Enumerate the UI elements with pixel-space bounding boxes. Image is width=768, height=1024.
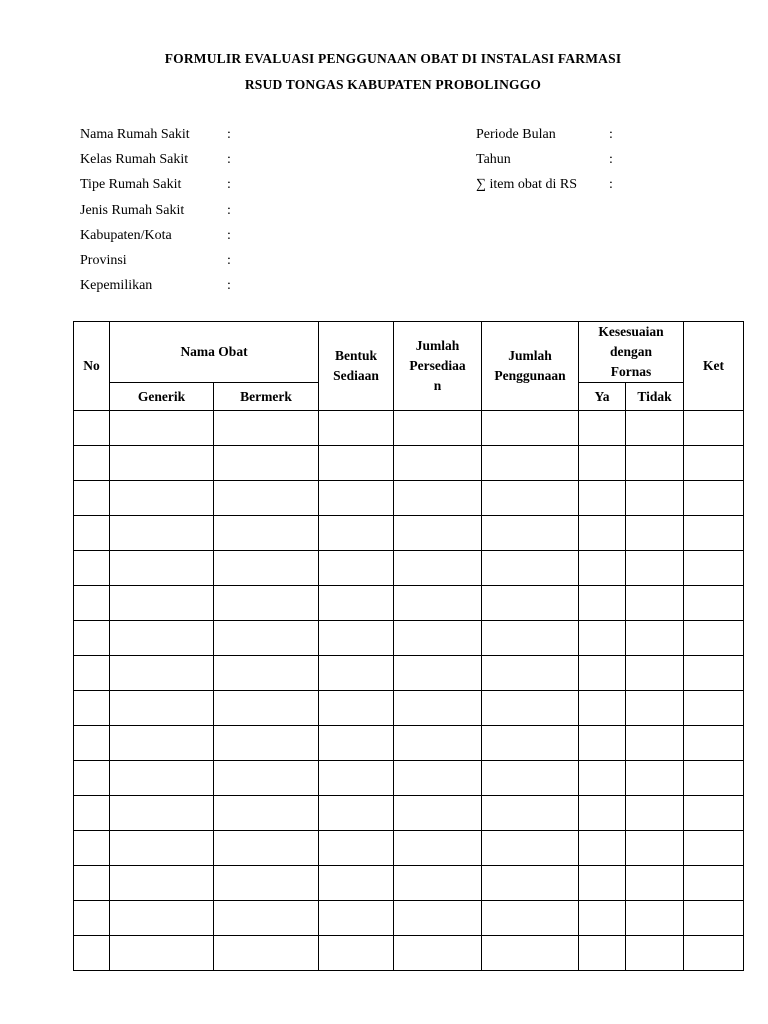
table-row	[74, 481, 744, 516]
table-row	[74, 516, 744, 551]
form-title-line2: RSUD TONGAS KABUPATEN PROBOLINGGO	[244, 77, 542, 92]
cell-ya[interactable]	[579, 411, 626, 446]
cell-bentuk-sediaan[interactable]	[319, 726, 394, 761]
cell-ket[interactable]	[684, 516, 744, 551]
field-label-periode-bulan: Periode Bulan	[476, 127, 556, 142]
cell-no[interactable]	[74, 761, 110, 796]
field-separator: :	[227, 228, 231, 243]
table-row	[74, 621, 744, 656]
cell-jumlah-persediaan[interactable]	[394, 936, 482, 971]
cell-bentuk-sediaan[interactable]	[319, 446, 394, 481]
cell-jumlah-persediaan[interactable]	[394, 586, 482, 621]
cell-bentuk-sediaan[interactable]	[319, 796, 394, 831]
field-separator: :	[227, 177, 231, 192]
cell-jumlah-penggunaan[interactable]	[482, 866, 579, 901]
cell-bentuk-sediaan[interactable]	[319, 901, 394, 936]
header-bermerk: Bermerk	[214, 383, 319, 411]
cell-bermerk[interactable]	[214, 621, 319, 656]
cell-tidak[interactable]	[626, 446, 684, 481]
cell-ket[interactable]	[684, 936, 744, 971]
cell-ya[interactable]	[579, 796, 626, 831]
cell-ket[interactable]	[684, 726, 744, 761]
cell-bermerk[interactable]	[214, 446, 319, 481]
cell-bentuk-sediaan[interactable]	[319, 481, 394, 516]
cell-bermerk[interactable]	[214, 866, 319, 901]
cell-jumlah-persediaan[interactable]	[394, 621, 482, 656]
cell-jumlah-persediaan[interactable]	[394, 446, 482, 481]
field-label-kabupaten-kota: Kabupaten/Kota	[80, 228, 172, 243]
cell-ya[interactable]	[579, 656, 626, 691]
cell-bermerk[interactable]	[214, 691, 319, 726]
cell-ya[interactable]	[579, 761, 626, 796]
cell-ket[interactable]	[684, 481, 744, 516]
table-row	[74, 726, 744, 761]
cell-ya[interactable]	[579, 481, 626, 516]
cell-tidak[interactable]	[626, 726, 684, 761]
table-row	[74, 796, 744, 831]
cell-ket[interactable]	[684, 656, 744, 691]
cell-jumlah-penggunaan[interactable]	[482, 936, 579, 971]
field-separator: :	[227, 253, 231, 268]
cell-generik[interactable]	[110, 831, 214, 866]
cell-no[interactable]	[74, 586, 110, 621]
header-generik: Generik	[110, 383, 214, 411]
cell-bermerk[interactable]	[214, 796, 319, 831]
cell-bermerk[interactable]	[214, 901, 319, 936]
cell-ket[interactable]	[684, 691, 744, 726]
cell-jumlah-persediaan[interactable]	[394, 551, 482, 586]
cell-generik[interactable]	[110, 551, 214, 586]
cell-generik[interactable]	[110, 586, 214, 621]
cell-jumlah-penggunaan[interactable]	[482, 761, 579, 796]
field-label-nama-rumah-sakit: Nama Rumah Sakit	[80, 127, 190, 142]
field-label-kepemilikan: Kepemilikan	[80, 278, 153, 293]
cell-generik[interactable]	[110, 796, 214, 831]
cell-bentuk-sediaan[interactable]	[319, 621, 394, 656]
table-row	[74, 586, 744, 621]
header-bentuk-sediaan: Bentuk Sediaan	[319, 322, 394, 411]
cell-jumlah-persediaan[interactable]	[394, 411, 482, 446]
cell-no[interactable]	[74, 691, 110, 726]
cell-generik[interactable]	[110, 411, 214, 446]
form-title-line1: FORMULIR EVALUASI PENGGUNAAN OBAT DI INSTALASI FARMASI	[164, 51, 622, 66]
field-separator: :	[609, 152, 613, 167]
cell-ya[interactable]	[579, 936, 626, 971]
cell-tidak[interactable]	[626, 481, 684, 516]
cell-ya[interactable]	[579, 901, 626, 936]
table-body	[74, 411, 744, 971]
cell-generik[interactable]	[110, 866, 214, 901]
field-label-provinsi: Provinsi	[80, 253, 127, 268]
cell-ket[interactable]	[684, 761, 744, 796]
cell-jumlah-penggunaan[interactable]	[482, 901, 579, 936]
cell-tidak[interactable]	[626, 411, 684, 446]
cell-tidak[interactable]	[626, 796, 684, 831]
cell-jumlah-persediaan[interactable]	[394, 901, 482, 936]
cell-jumlah-persediaan[interactable]	[394, 656, 482, 691]
cell-no[interactable]	[74, 446, 110, 481]
cell-bermerk[interactable]	[214, 831, 319, 866]
cell-bentuk-sediaan[interactable]	[319, 691, 394, 726]
cell-bermerk[interactable]	[214, 656, 319, 691]
cell-jumlah-penggunaan[interactable]	[482, 621, 579, 656]
cell-bentuk-sediaan[interactable]	[319, 411, 394, 446]
cell-tidak[interactable]	[626, 621, 684, 656]
cell-bermerk[interactable]	[214, 761, 319, 796]
cell-bentuk-sediaan[interactable]	[319, 936, 394, 971]
cell-bermerk[interactable]	[214, 411, 319, 446]
cell-jumlah-penggunaan[interactable]	[482, 796, 579, 831]
field-label-kelas-rumah-sakit: Kelas Rumah Sakit	[80, 152, 189, 167]
cell-jumlah-persediaan[interactable]	[394, 481, 482, 516]
table-row	[74, 831, 744, 866]
cell-jumlah-persediaan[interactable]	[394, 831, 482, 866]
cell-ket[interactable]	[684, 551, 744, 586]
header-tidak: Tidak	[626, 383, 684, 411]
cell-tidak[interactable]	[626, 656, 684, 691]
table-row	[74, 656, 744, 691]
cell-ya[interactable]	[579, 691, 626, 726]
cell-tidak[interactable]	[626, 761, 684, 796]
cell-ya[interactable]	[579, 866, 626, 901]
field-separator: :	[609, 127, 613, 142]
field-label-jenis-rumah-sakit: Jenis Rumah Sakit	[80, 203, 185, 218]
cell-no[interactable]	[74, 516, 110, 551]
cell-jumlah-persediaan[interactable]	[394, 726, 482, 761]
field-separator: :	[227, 278, 231, 293]
cell-no[interactable]	[74, 726, 110, 761]
cell-jumlah-persediaan[interactable]	[394, 796, 482, 831]
evaluation-table	[73, 321, 744, 971]
cell-jumlah-penggunaan[interactable]	[482, 586, 579, 621]
cell-generik[interactable]	[110, 656, 214, 691]
cell-tidak[interactable]	[626, 516, 684, 551]
table-row	[74, 901, 744, 936]
cell-jumlah-persediaan[interactable]	[394, 761, 482, 796]
cell-jumlah-penggunaan[interactable]	[482, 446, 579, 481]
cell-no[interactable]	[74, 551, 110, 586]
cell-jumlah-persediaan[interactable]	[394, 691, 482, 726]
header-jumlah-penggunaan: Jumlah Penggunaan	[482, 322, 579, 411]
cell-jumlah-persediaan[interactable]	[394, 866, 482, 901]
cell-no[interactable]	[74, 936, 110, 971]
header-ya: Ya	[579, 383, 626, 411]
cell-generik[interactable]	[110, 621, 214, 656]
cell-bentuk-sediaan[interactable]	[319, 516, 394, 551]
cell-no[interactable]	[74, 411, 110, 446]
cell-jumlah-penggunaan[interactable]	[482, 691, 579, 726]
cell-generik[interactable]	[110, 761, 214, 796]
cell-generik[interactable]	[110, 446, 214, 481]
header-kesesuaian-fornas: Kesesuaian dengan Fornas	[579, 322, 684, 383]
cell-jumlah-penggunaan[interactable]	[482, 726, 579, 761]
cell-ket[interactable]	[684, 796, 744, 831]
field-separator: :	[227, 127, 231, 142]
cell-tidak[interactable]	[626, 586, 684, 621]
cell-bentuk-sediaan[interactable]	[319, 656, 394, 691]
cell-ket[interactable]	[684, 411, 744, 446]
cell-jumlah-penggunaan[interactable]	[482, 481, 579, 516]
field-separator: :	[609, 177, 613, 192]
table-row	[74, 691, 744, 726]
cell-generik[interactable]	[110, 936, 214, 971]
cell-generik[interactable]	[110, 481, 214, 516]
field-label-tipe-rumah-sakit: Tipe Rumah Sakit	[80, 177, 182, 192]
table-row	[74, 936, 744, 971]
cell-bermerk[interactable]	[214, 726, 319, 761]
cell-no[interactable]	[74, 796, 110, 831]
header-ket: Ket	[684, 322, 744, 411]
field-label-item-obat: ∑ item obat di RS	[476, 177, 577, 192]
cell-no[interactable]	[74, 656, 110, 691]
cell-generik[interactable]	[110, 901, 214, 936]
cell-jumlah-penggunaan[interactable]	[482, 516, 579, 551]
table-row	[74, 866, 744, 901]
cell-bentuk-sediaan[interactable]	[319, 831, 394, 866]
cell-ket[interactable]	[684, 866, 744, 901]
cell-ya[interactable]	[579, 726, 626, 761]
field-separator: :	[227, 152, 231, 167]
cell-no[interactable]	[74, 481, 110, 516]
cell-jumlah-penggunaan[interactable]	[482, 656, 579, 691]
cell-ya[interactable]	[579, 551, 626, 586]
cell-tidak[interactable]	[626, 901, 684, 936]
cell-no[interactable]	[74, 901, 110, 936]
cell-no[interactable]	[74, 621, 110, 656]
cell-ya[interactable]	[579, 516, 626, 551]
cell-generik[interactable]	[110, 726, 214, 761]
cell-ya[interactable]	[579, 621, 626, 656]
cell-ya[interactable]	[579, 446, 626, 481]
cell-jumlah-persediaan[interactable]	[394, 516, 482, 551]
cell-bermerk[interactable]	[214, 936, 319, 971]
cell-bermerk[interactable]	[214, 481, 319, 516]
cell-bentuk-sediaan[interactable]	[319, 866, 394, 901]
cell-bentuk-sediaan[interactable]	[319, 761, 394, 796]
table-row	[74, 411, 744, 446]
cell-no[interactable]	[74, 866, 110, 901]
cell-ket[interactable]	[684, 901, 744, 936]
cell-ket[interactable]	[684, 621, 744, 656]
cell-jumlah-penggunaan[interactable]	[482, 551, 579, 586]
cell-bentuk-sediaan[interactable]	[319, 586, 394, 621]
table-row	[74, 551, 744, 586]
cell-ket[interactable]	[684, 586, 744, 621]
table-row	[74, 761, 744, 796]
field-label-tahun: Tahun	[476, 152, 511, 167]
cell-ket[interactable]	[684, 446, 744, 481]
cell-ya[interactable]	[579, 586, 626, 621]
cell-bentuk-sediaan[interactable]	[319, 551, 394, 586]
cell-jumlah-penggunaan[interactable]	[482, 411, 579, 446]
cell-ya[interactable]	[579, 831, 626, 866]
cell-tidak[interactable]	[626, 936, 684, 971]
cell-ket[interactable]	[684, 831, 744, 866]
table-row	[74, 446, 744, 481]
cell-generik[interactable]	[110, 516, 214, 551]
cell-tidak[interactable]	[626, 831, 684, 866]
cell-generik[interactable]	[110, 691, 214, 726]
field-separator: :	[227, 203, 231, 218]
cell-jumlah-penggunaan[interactable]	[482, 831, 579, 866]
cell-tidak[interactable]	[626, 866, 684, 901]
cell-no[interactable]	[74, 831, 110, 866]
header-jumlah-persediaan: Jumlah Persediaa n	[394, 322, 482, 411]
cell-tidak[interactable]	[626, 691, 684, 726]
cell-bermerk[interactable]	[214, 551, 319, 586]
cell-tidak[interactable]	[626, 551, 684, 586]
header-nama-obat: Nama Obat	[110, 322, 319, 383]
header-no: No	[74, 322, 110, 411]
cell-bermerk[interactable]	[214, 586, 319, 621]
cell-bermerk[interactable]	[214, 516, 319, 551]
